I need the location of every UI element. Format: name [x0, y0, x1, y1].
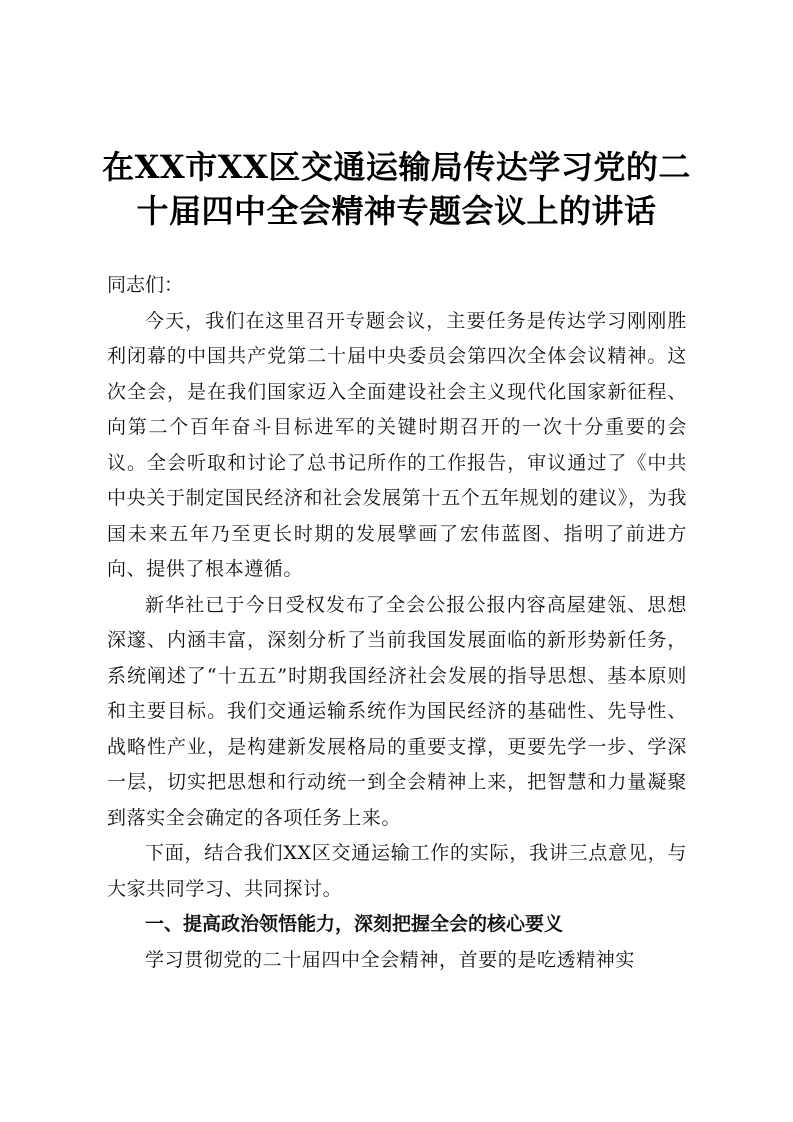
section-heading: 一、提高政治领悟能力，深刻把握全会的核心要义 [145, 913, 564, 935]
title-line-1: 在XX市XX区交通运输局传达学习党的二 [102, 148, 691, 186]
paragraph-3: 下面，结合我们XX区交通运输工作的实际，我讲三点意见，与大家共同学习、共同探讨。 [107, 842, 687, 900]
document-title [90, 145, 703, 233]
paragraph-2: 新华社已于今日受权发布了全会公报公报内容高屋建瓴、思想深邃、内涵丰富，深刻分析了当前我国发展面临的新形势新任务，系统阐述了“十五五”时期我国经济社会发展的指导思想、基本原则和主要目标。我们交通运输系统作为国民经济的基础性、先导性、战略性产业，是构建新发展格局的重要支撑，更要先学一步、学深一层，切实把思想和行动统一到全会精神上来，把智慧和力量凝聚到落实全会确定的各项任务上来。 [107, 593, 687, 829]
paragraph-1: 今天，我们在这里召开专题会议，主要任务是传达学习刚刚胜利闭幕的中国共产党第二十届中央委员会第四次全体会议精神。这次全会，是在我们国家迈入全面建设社会主义现代化国家新征程、向第二个百年奋斗目标进军的关键时期召开的一次十分重要的会议。全会听取和讨论了总书记所作的工作报告，审议通过了《中共中央关于制定国民经济和社会发展第十五个五年规划的建议》，为我国未来五年乃至更长时期的发展擘画了宏伟蓝图、指明了前进方向、提供了根本遵循。 [107, 309, 687, 580]
document-body [107, 268, 687, 978]
title-line-2: 十届四中全会精神专题会议上的讲话 [136, 192, 657, 230]
paragraph-4: 学习贯彻党的二十届四中全会精神，首要的是吃透精神实 [145, 948, 636, 971]
salutation: 同志们： [107, 274, 184, 296]
